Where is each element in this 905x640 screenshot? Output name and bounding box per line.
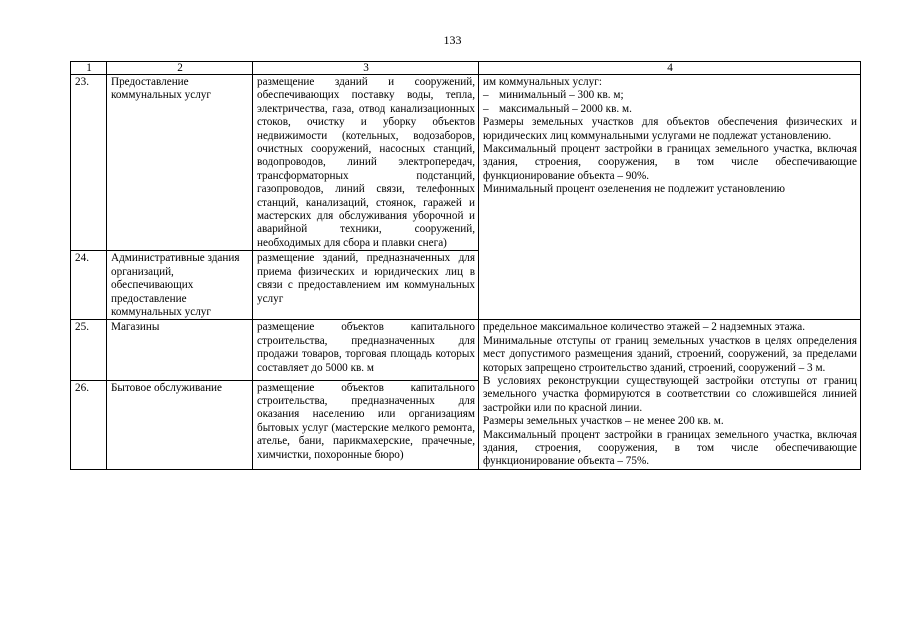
row-number: 24.: [71, 251, 107, 320]
parameters-paragraph: предельное максимальное количество этажей – 2 надземных этажа.: [483, 321, 806, 334]
use-type-name: Магазины: [107, 320, 253, 380]
row-number: 26.: [71, 380, 107, 469]
use-type-description: размещение зданий и сооружений, обеспечивающих поставку воды, тепла, электричества, газа, отвод канализационных стоков, очистку и уборку объектов недвижимости (котельных, водозаборов, очистных сооружений, насосных станций, водопроводов, линий электропередач, трансформаторных подстанций, газопроводов, линий связи, телефонных станций, канализаций, стоянок, гаражей и мастерских для обслуживания уборочной и аварийной техники, сооружений, необходимых для сбора и плавки снега): [253, 75, 479, 251]
parameters-paragraph: Минимальный процент озеленения не подлежит установлению: [483, 183, 785, 196]
dash-list-item: – максимальный – 2000 кв. м.: [483, 102, 632, 115]
use-type-name: Административные здания организаций, обеспечивающих предоставление коммунальных услуг: [107, 251, 253, 320]
parameters-cell: [479, 320, 861, 469]
parameters-paragraph: Размеры земельных участков – не менее 200 кв. м.: [483, 415, 724, 428]
table-row: [71, 320, 861, 380]
parameters-cell: [479, 75, 861, 320]
table-row: [71, 75, 861, 251]
parameters-paragraph: Минимальные отступы от границ земельных участков в целях определения мест допустимого размещения зданий, строений, сооружений, за пределами которых запрещено строительство зданий, строений, сооружений – 3 м.: [483, 334, 857, 374]
use-type-description: размещение объектов капитального строительства, предназначенных для продажи товаров, торговая площадь которых составляет до 5000 кв. м: [253, 320, 479, 380]
parameters-paragraph: Максимальный процент застройки в границах земельного участка, включая здания, строения, сооружения, в том числе обеспечивающие функционирование объекта – 75%.: [483, 428, 857, 468]
header-cell-2: 2: [107, 62, 253, 75]
header-cell-4: 4: [479, 62, 861, 75]
land-use-table: [70, 61, 861, 470]
table-header-row: [71, 62, 861, 75]
parameters-paragraph: В условиях реконструкции существующей застройки отступы от границ земельного участка формируются в соответствии со сложившейся линией застройки или по красной линии.: [483, 374, 857, 414]
use-type-name: Предоставление коммунальных услуг: [107, 75, 253, 251]
dash-list-item: – минимальный – 300 кв. м;: [483, 89, 624, 102]
use-type-description: размещение зданий, предназначенных для приема физических и юридических лиц в связи с предоставлением им коммунальных услуг: [253, 251, 479, 320]
use-type-description: размещение объектов капитального строительства, предназначенных для оказания населению или организациям бытовых услуг (мастерские мелкого ремонта, ателье, бани, парикмахерские, прачечные, химчистки, похоронные бюро): [253, 380, 479, 469]
parameters-paragraph: Максимальный процент застройки в границах земельного участка, включая здания, строения, сооружения, в том числе обеспечивающие функционирование объекта – 90%.: [483, 143, 857, 182]
header-cell-3: 3: [253, 62, 479, 75]
row-number: 25.: [71, 320, 107, 380]
use-type-name: Бытовое обслуживание: [107, 380, 253, 469]
page-number: 133: [443, 33, 462, 47]
parameters-paragraph: Размеры земельных участков для объектов обеспечения физических и юридических лиц коммунальными услугами не подлежат установлению.: [483, 116, 857, 142]
parameters-intro: им коммунальных услуг:: [483, 76, 602, 88]
row-number: 23.: [71, 75, 107, 251]
header-cell-1: 1: [71, 62, 107, 75]
